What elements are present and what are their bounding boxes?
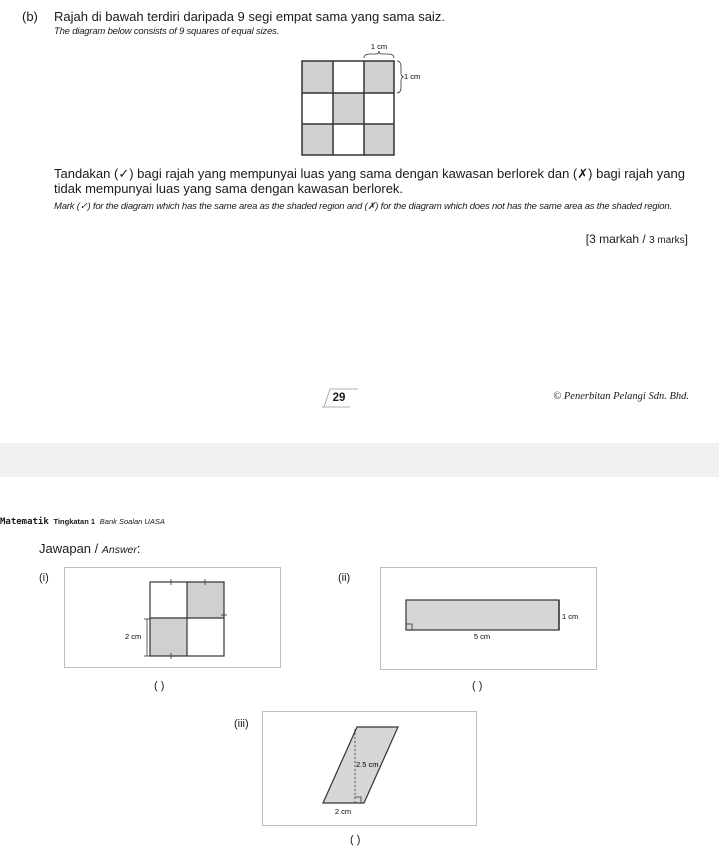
answer-label-malay: Jawapan / bbox=[39, 541, 102, 556]
header-level: Tingkatan 1 bbox=[53, 517, 96, 526]
instruction-malay: Tandakan (✓) bagi rajah yang mempunyai luas yang sama dengan kawasan berlorek dan (✗) bagi rajah yang tidak mempunyai luas yang sama dengan kawasan berlorek. bbox=[54, 166, 685, 196]
option-ii-diagram bbox=[381, 568, 598, 671]
instruction-english: Mark (✓) for the diagram which has the same area as the shaded region and (✗) for the diagram which does not has the same area as the shaded region. bbox=[54, 201, 672, 212]
question-text-english: The diagram below consists of 9 squares of equal sizes. bbox=[54, 26, 280, 37]
header-book: Bank Soalan UASA bbox=[99, 517, 165, 526]
answer-heading bbox=[39, 541, 141, 556]
page-break-band bbox=[0, 443, 719, 477]
grid-height-label: 1 cm bbox=[404, 72, 421, 81]
copyright-notice: © Penerbitan Pelangi Sdn. Bhd. bbox=[553, 391, 689, 402]
width-brace bbox=[364, 51, 394, 58]
option-iii-answer-bracket[interactable]: ( ) bbox=[350, 834, 361, 846]
option-iii-box bbox=[262, 711, 477, 826]
option-i-box bbox=[64, 567, 281, 668]
option-iii-base: 2 cm bbox=[334, 807, 352, 816]
option-ii-rectangle bbox=[406, 600, 559, 630]
option-i-shaded-cell bbox=[150, 618, 187, 656]
question-number: (b) bbox=[22, 9, 38, 24]
option-i-dimension: 2 cm bbox=[125, 632, 142, 641]
option-iii-label: (iii) bbox=[234, 718, 249, 730]
option-ii-length: 5 cm bbox=[473, 632, 491, 641]
header-subject: Matematik bbox=[0, 517, 49, 527]
shaded-grid-diagram bbox=[290, 40, 450, 160]
option-i-diagram bbox=[65, 568, 282, 669]
answer-colon: : bbox=[136, 541, 141, 556]
option-iii-height: 2.5 cm bbox=[356, 760, 379, 769]
marks-close: ] bbox=[684, 232, 688, 246]
marks-malay: [3 markah / bbox=[585, 232, 650, 246]
grid-shaded-cell bbox=[302, 124, 333, 155]
option-i-answer-bracket[interactable]: ( ) bbox=[154, 680, 165, 692]
question-text-malay: Rajah di bawah terdiri daripada 9 segi empat sama yang sama saiz. bbox=[54, 9, 445, 24]
grid-shaded-cell bbox=[364, 124, 394, 155]
option-i-shaded-cell bbox=[187, 582, 224, 618]
grid-width-label: 1 cm bbox=[370, 42, 388, 51]
height-brace bbox=[397, 61, 404, 93]
option-i-label: (i) bbox=[39, 572, 49, 584]
option-ii-label: (ii) bbox=[338, 572, 351, 584]
page-number: 29 bbox=[332, 392, 346, 404]
option-ii-width: 1 cm bbox=[562, 612, 579, 621]
page-header bbox=[0, 516, 165, 527]
grid-shaded-cell bbox=[333, 93, 364, 124]
grid-shaded-cell bbox=[364, 61, 394, 93]
marks-allocation bbox=[586, 232, 688, 246]
option-ii-answer-bracket[interactable]: ( ) bbox=[472, 680, 483, 692]
option-ii-box bbox=[380, 567, 597, 670]
option-iii-diagram bbox=[263, 712, 478, 827]
marks-english: 3 marks bbox=[649, 235, 685, 246]
grid-shaded-cell bbox=[302, 61, 333, 93]
answer-label-english: Answer bbox=[101, 544, 137, 556]
